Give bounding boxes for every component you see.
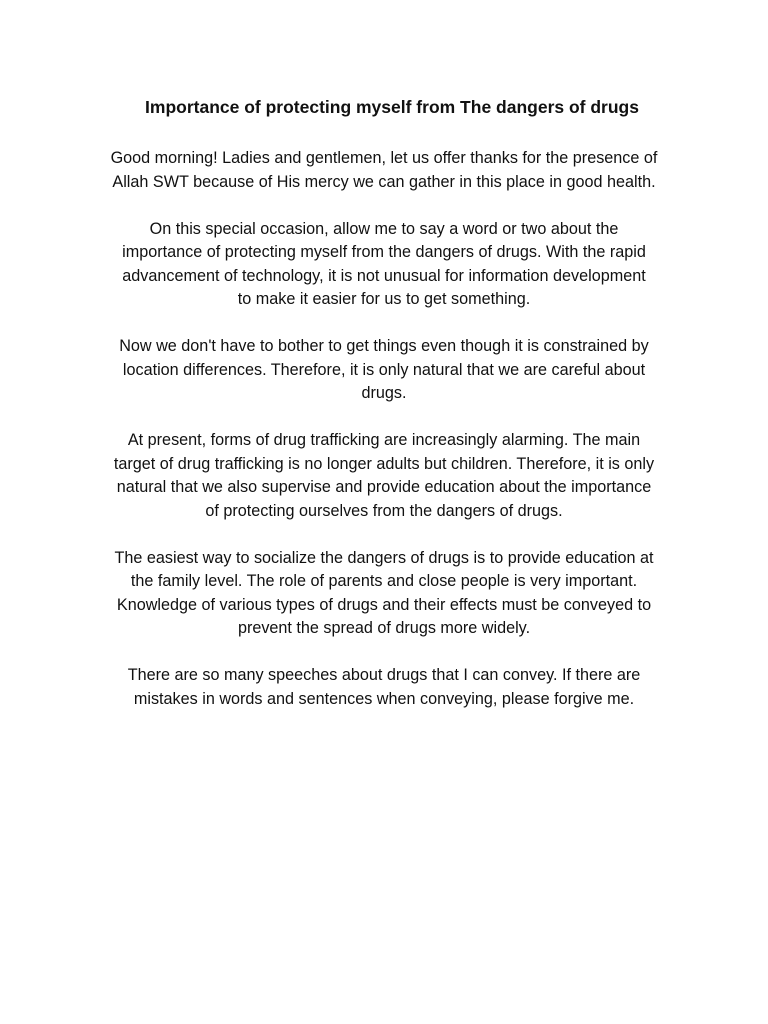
text-line: natural that we also supervise and provide education about the importance (116, 478, 652, 496)
paragraph-closing (84, 664, 684, 711)
text-line: to make it easier for us to get something. (237, 290, 531, 308)
text-line: of protecting ourselves from the dangers of drugs. (205, 501, 563, 520)
text-line: mistakes in words and sentences when conveying, please forgive me. (133, 689, 635, 708)
text-line: drugs. (361, 384, 407, 402)
text-line: Good morning! Ladies and gentlemen, let us offer thanks for the presence of (110, 149, 658, 167)
document-title: Importance of protecting myself from The dangers of drugs (145, 97, 639, 117)
text-line: the family level. The role of parents and close people is very important. (130, 572, 638, 590)
paragraph-occasion (84, 218, 684, 312)
text-line: Knowledge of various types of drugs and their effects must be conveyed to (116, 595, 652, 614)
text-line: At present, forms of drug trafficking are increasingly alarming. The main (127, 431, 641, 449)
paragraph-location (84, 335, 684, 406)
text-line: location differences. Therefore, it is only natural that we are careful about (122, 360, 646, 379)
text-line: prevent the spread of drugs more widely. (237, 619, 531, 637)
text-line: importance of protecting myself from the dangers of drugs. With the rapid (122, 243, 646, 261)
text-line: The easiest way to socialize the dangers of drugs is to provide education at (114, 548, 654, 567)
text-line: On this special occasion, allow me to say a word or two about the (149, 219, 619, 238)
text-line: Now we don't have to bother to get things even though it is constrained by (119, 337, 649, 355)
text-line: advancement of technology, it is not unusual for information development (122, 266, 646, 285)
text-line: target of drug trafficking is no longer adults but children. Therefore, it is only (113, 454, 655, 473)
paragraph-education (84, 547, 684, 641)
text-line: Allah SWT because of His mercy we can gather in this place in good health. (112, 172, 656, 191)
paragraph-trafficking (84, 429, 684, 523)
paragraph-greeting (84, 147, 684, 194)
text-line: There are so many speeches about drugs that I can convey. If there are (127, 666, 641, 684)
document-body (84, 147, 684, 735)
